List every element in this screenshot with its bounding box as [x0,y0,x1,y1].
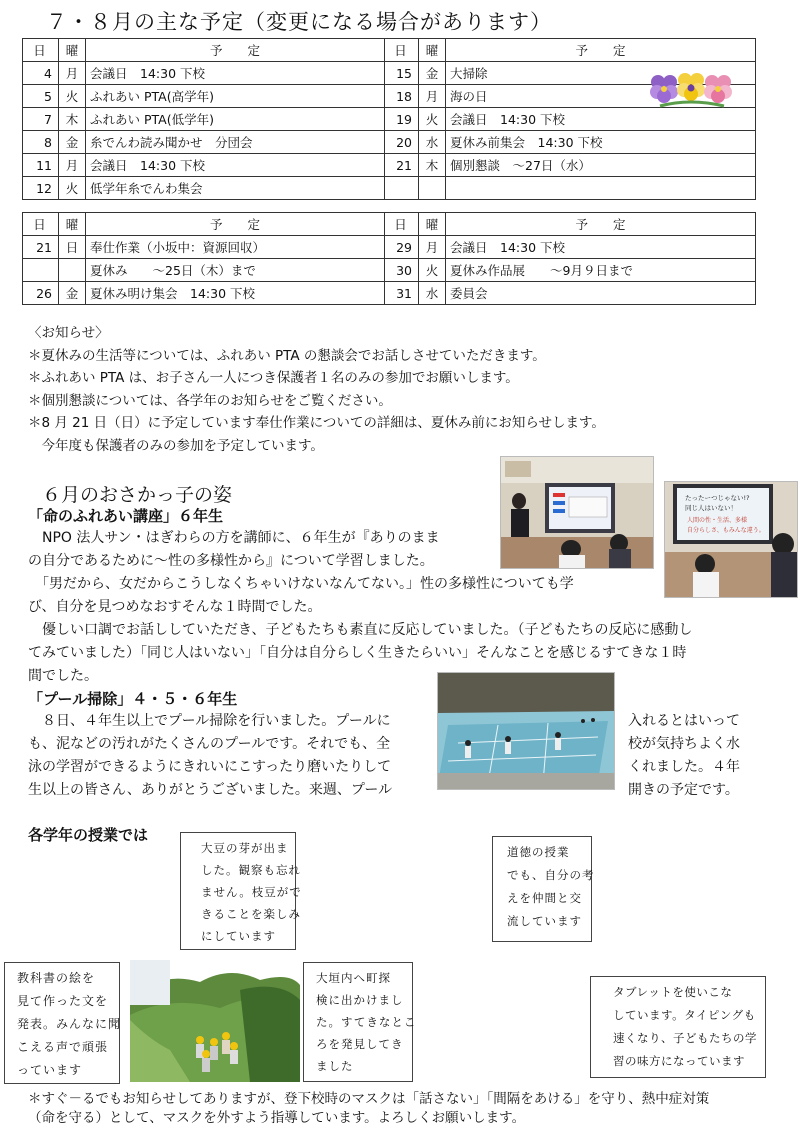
pool-title: 「プール掃除」４・５・６年生 [28,690,238,708]
cell-wd: 木 [419,154,446,177]
cell-day: 15 [385,62,419,85]
cell-event: 奉仕作業（小坂中：資源回収） [86,236,385,259]
caption-line: 速くなり、子どもたちの学 [613,1031,757,1045]
header-day: 日 [385,213,419,236]
table-row [23,108,756,131]
cell-event: 会議日 14:30 下校 [446,236,756,259]
cell-wd: 水 [419,131,446,154]
table-row [23,131,756,154]
cell-event: ふれあい PTA(低学年) [86,108,385,131]
lecture-line: の自分であるために～性の多様性から』について学習しました。 [28,553,434,569]
caption-line: でも、自分の考 [507,868,595,882]
lecture-line: NPO 法人サン・はぎわらの方を講師に、６年生が『ありのまま [28,530,440,546]
caption-line: きることを楽しみ [201,907,301,921]
cell-day: 21 [385,154,419,177]
pool-paragraph-right [628,710,740,802]
header-weekday: 曜 [419,39,446,62]
textbook-caption-box [4,962,120,1084]
table-header-row [23,213,756,236]
cell-event: 会議日 14:30 下校 [86,62,385,85]
cell-wd [419,177,446,200]
tablet-caption-box [590,976,766,1078]
table-row [23,85,756,108]
caption-line: 大垣内へ町探 [316,971,391,985]
caption-line: た。すてきなとこ [316,1015,417,1029]
cell-day [23,259,59,282]
cell-event: 会議日 14:30 下校 [86,154,385,177]
mask-notice-footer [28,1090,788,1128]
lecture-title: 「命のふれあい講座」６年生 [28,507,224,525]
pool-line: 開きの予定です。 [628,782,739,798]
caption-line: こえる声で頑張 [17,1040,109,1054]
header-day: 日 [385,39,419,62]
cell-wd: 火 [419,108,446,131]
caption-line: ろを発見してき [316,1037,404,1051]
cell-wd: 火 [59,85,86,108]
cell-wd: 木 [59,108,86,131]
lecture-line: び、自分を見つめなおすそんな１時間でした。 [28,599,322,615]
table-row [23,62,756,85]
cell-wd: 金 [419,62,446,85]
header-event: 予 定 [446,213,756,236]
june-heading: ６月のおさかっ子の姿 [42,484,233,506]
cell-event: 夏休み明け集会 14:30 下校 [86,282,385,305]
header-day: 日 [23,213,59,236]
pool-line: 入れるとはいって [628,713,740,729]
cell-event: 低学年糸でんわ集会 [86,177,385,200]
cell-day: 29 [385,236,419,259]
cell-wd: 火 [59,177,86,200]
table-header-row [23,39,756,62]
cell-event: 委員会 [446,282,756,305]
cell-event [446,177,756,200]
cell-day: 12 [23,177,59,200]
pool-cleaning-photo [437,672,615,790]
notice-section [28,322,788,457]
pool-line: も、泥などの汚れがたくさんのプールです。それでも、全 [28,736,391,752]
caption-line: 習の味方になっています [613,1054,745,1068]
cell-event: 海の日 [446,85,756,108]
cell-day: 26 [23,282,59,305]
cell-wd: 金 [59,131,86,154]
moral-caption-box [492,836,595,942]
page-title: ７・８月の主な予定（変更になる場合があります） [46,10,552,34]
cell-day: 19 [385,108,419,131]
town-explore-caption-box [303,962,417,1082]
caption-line: 道徳の授業 [507,845,570,859]
lecture-line: 「男だから、女だからこうしなくちゃいけないなんてない。」性の多様性についても学 [28,576,574,592]
cell-event: ふれあい PTA(高学年) [86,85,385,108]
header-weekday: 曜 [59,213,86,236]
caption-line: ました [316,1059,354,1073]
cell-day: 20 [385,131,419,154]
caption-line: 見て作った文を [17,994,109,1008]
cell-event: 個別懇談 ～27日（水） [446,154,756,177]
pansy-flowers-illustration [650,68,732,112]
pool-line: ８日、４年生以上でプール掃除を行いました。プールに [28,713,391,729]
lecture-line: てみていました）「同じ人はいない」「自分は自分らしく生きたらいい」そんなことを感じるすてきな１時 [28,645,687,661]
notice-line: 今年度も保護者のみの参加を予定しています。 [28,437,324,454]
header-event: 予 定 [86,39,385,62]
caption-line: にしています [201,929,276,943]
header-weekday: 曜 [59,39,86,62]
pool-line: 生以上の皆さん、ありがとうございました。来週、プール [28,782,393,798]
screen-text-line: たったーつじゃない!? [685,494,750,502]
town-exploration-photo [130,960,300,1082]
pool-line: 泳の学習ができるようにきれいにこすったり磨いたりして [28,759,392,775]
caption-line: っています [17,1063,83,1077]
pool-line: くれました。４年 [628,759,740,775]
cell-wd: 月 [419,236,446,259]
cell-wd: 月 [59,62,86,85]
header-event: 予 定 [86,213,385,236]
footer-line: （命を守る）として、マスクを外すよう指導しています。よろしくお願いします。 [28,1110,526,1126]
cell-event: 糸でんわ読み聞かせ 分団会 [86,131,385,154]
table-row [23,177,756,200]
cell-wd: 水 [419,282,446,305]
notice-line: ＊ふれあい PTA は、お子さん一人につき保護者１名のみの参加でお願いします。 [28,370,519,386]
cell-event: 夏休み作品展 ～9月９日まで [446,259,756,282]
screen-text-line: 人間の性・生活、多様 [687,517,748,524]
pool-paragraph-left [28,710,392,802]
table-row [23,236,756,259]
cell-day: 21 [23,236,59,259]
screen-text-line: 同じ人はいない！ [685,504,737,512]
caption-line: 流しています [507,914,582,928]
cell-wd: 月 [59,154,86,177]
cell-day: 5 [23,85,59,108]
cell-day: 4 [23,62,59,85]
cell-day: 30 [385,259,419,282]
cell-wd: 月 [419,85,446,108]
cell-event: 夏休み前集会 14:30 下校 [446,131,756,154]
cell-event: 夏休み ～25日（木）まで [86,259,385,282]
caption-line: タブレットを使いこな [613,985,733,999]
screen-text-line: 自分らしさ、もみんな違う。 [687,527,765,534]
cell-wd: 金 [59,282,86,305]
cell-day: 7 [23,108,59,131]
caption-line: ません。枝豆がで [201,885,302,899]
notice-line: ＊8 月 21 日（日）に予定しています奉仕作業についての詳細は、夏休み前にお知らせします。 [28,415,605,431]
pool-line: 校が気持ちよく水 [628,736,740,752]
lecture-line: 間でした。 [28,668,98,684]
caption-line: 発表。みんなに聞 [17,1017,122,1031]
cell-day: 8 [23,131,59,154]
cell-event: 会議日 14:30 下校 [446,108,756,131]
cell-day: 31 [385,282,419,305]
header-event: 予 定 [446,39,756,62]
caption-line: しています。タイピングも [613,1008,756,1022]
cell-wd [59,259,86,282]
table-row [23,282,756,305]
lecture-line: 優しい口調でお話ししていただき、子どもたちも素直に反応していました。（子どもたちの反応に感動し [28,622,693,638]
classes-heading: 各学年の授業では [28,826,149,844]
cell-day: 11 [23,154,59,177]
caption-line: 教科書の絵を [17,971,96,985]
lecture-paragraph [28,527,692,688]
cell-day: 18 [385,85,419,108]
notice-line: ＊個別懇談については、各学年のお知らせをご覧ください。 [28,392,392,409]
table-row [23,154,756,177]
table-row [23,259,756,282]
notice-heading: 〈お知らせ〉 [28,325,109,341]
header-day: 日 [23,39,59,62]
footer-line: ＊すぐ－るでもお知らせしてありますが、登下校時のマスクは「話さない」「間隔をあける」を守り、熱中症対策 [28,1091,710,1107]
caption-line: 検に出かけまし [316,993,404,1007]
notice-line: ＊夏休みの生活等については、ふれあい PTA の懇談会でお話しさせていただきます。 [28,347,546,364]
cell-event: 大掃除 [446,62,756,85]
july-schedule-table [22,38,756,200]
cell-wd: 火 [419,259,446,282]
caption-line: 大豆の芽が出ま [201,841,289,855]
caption-line: えを仲間と交 [507,891,582,905]
august-schedule-table [22,212,756,305]
cell-wd: 日 [59,236,86,259]
cell-day [385,177,419,200]
header-weekday: 曜 [419,213,446,236]
caption-line: した。観察も忘れ [201,863,301,877]
soybean-caption-box [180,832,302,950]
